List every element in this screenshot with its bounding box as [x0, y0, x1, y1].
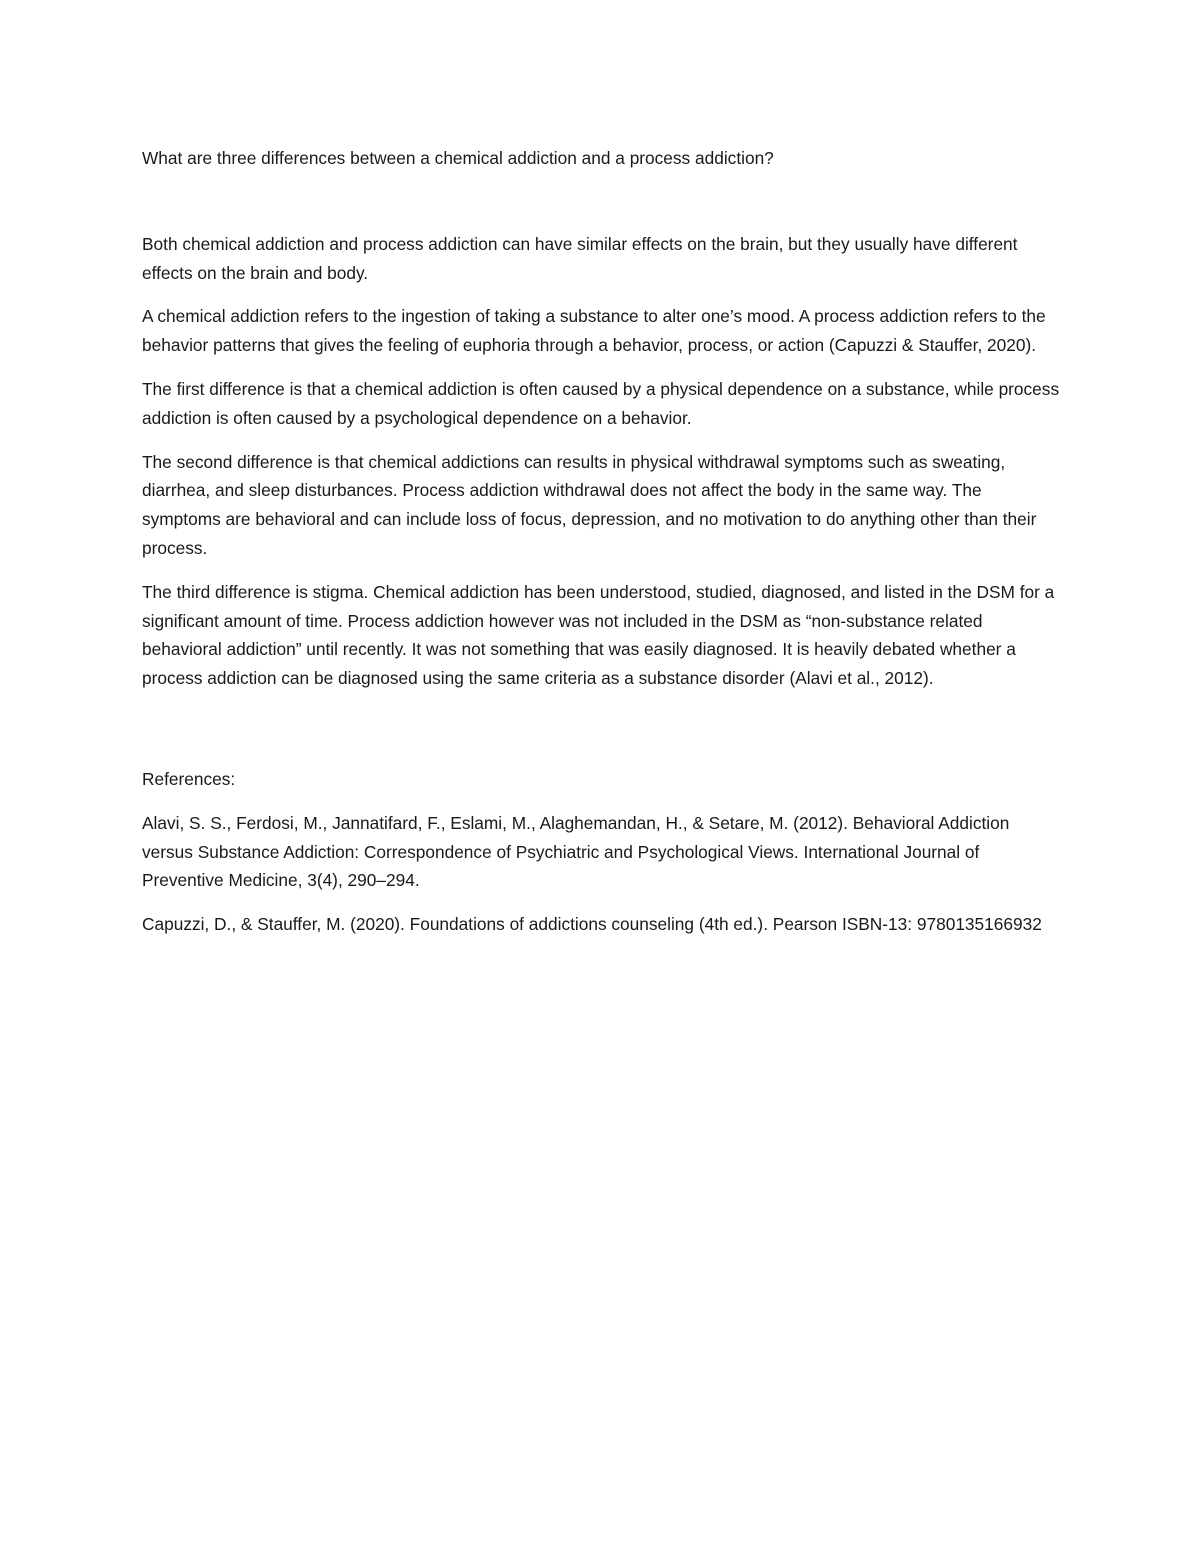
paragraph-intro: Both chemical addiction and process addiction can have similar effects on the brain, but they usually have different effects on the brain and body.: [142, 233, 1018, 283]
paragraph-third-difference: The third difference is stigma. Chemical addiction has been understood, studied, diagnosed, and listed in the DSM for a significant amount of time. Process addiction however was not included in the DSM as “non-substance related behavioral addiction” until recently. It was not something that was easily diagnosed. It is heavily debated whether a process addiction can be diagnosed using the same criteria as a substance disorder (Alavi et al., 2012).: [142, 581, 1055, 689]
reference-capuzzi: Capuzzi, D., & Stauffer, M. (2020). Foundations of addictions counseling (4th ed.). Pearson ISBN-13: 9780135166932: [142, 914, 1042, 935]
paragraph-definitions: A chemical addiction refers to the ingestion of taking a substance to alter one’s mood. A process addiction refers to the behavior patterns that gives the feeling of euphoria through a behavior, process, or action (Capuzzi & Stauffer, 2020).: [142, 306, 1046, 356]
reference-alavi: Alavi, S. S., Ferdosi, M., Jannatifard, F., Eslami, M., Alaghemandan, H., & Setare, M. (2012). Behavioral Addiction versus Substance Addiction: Correspondence of Psychiatric and Psychological Views. International Journal of Preventive Medicine, 3(4), 290–294.: [142, 812, 1010, 891]
paragraph-first-difference: The first difference is that a chemical addiction is often caused by a physical dependence on a substance, while process addiction is often caused by a psychological dependence on a behavior.: [142, 378, 1060, 428]
paragraph-second-difference: The second difference is that chemical addictions can results in physical withdrawal symptoms such as sweating, diarrhea, and sleep disturbances. Process addiction withdrawal does not affect the body in the same way. The symptoms are behavioral and can include loss of focus, depression, and no motivation to do anything other than their process.: [142, 451, 1037, 558]
references-heading: References:: [142, 768, 236, 789]
document-body: [142, 144, 1062, 954]
question-heading: What are three differences between a chemical addiction and a process addiction?: [142, 148, 774, 168]
